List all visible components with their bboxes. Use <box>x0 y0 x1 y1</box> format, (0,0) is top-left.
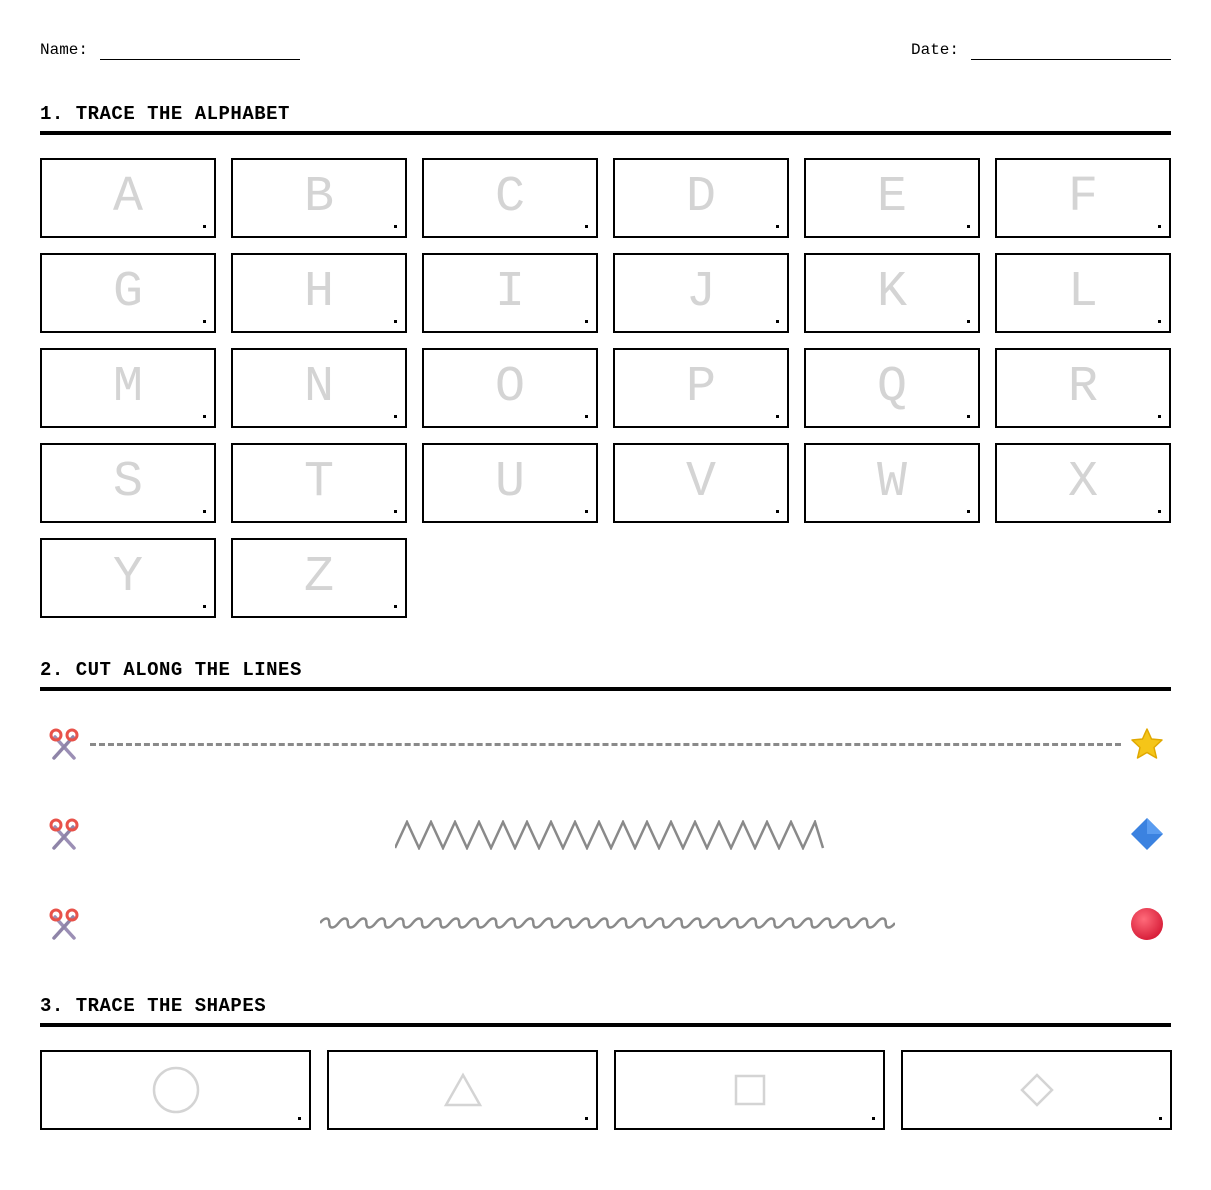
name-label: Name: <box>40 41 89 59</box>
name-field <box>40 40 300 60</box>
trace-box-letter[interactable] <box>613 253 789 333</box>
shapes-grid <box>40 1050 1171 1130</box>
scissors-icon <box>46 726 82 762</box>
trace-letter: I <box>494 264 525 321</box>
trace-box-shape[interactable] <box>901 1050 1172 1130</box>
corner-dot <box>585 320 588 323</box>
corner-dot <box>872 1117 875 1120</box>
circle-icon <box>151 1065 201 1115</box>
trace-letter: K <box>876 264 907 321</box>
trace-box-letter[interactable] <box>231 158 407 238</box>
corner-dot <box>203 225 206 228</box>
corner-dot <box>1158 415 1161 418</box>
corner-dot <box>394 510 397 513</box>
trace-box-letter[interactable] <box>804 253 980 333</box>
corner-dot <box>298 1117 301 1120</box>
trace-letter: L <box>1067 264 1098 321</box>
trace-box-letter[interactable] <box>422 158 598 238</box>
corner-dot <box>203 510 206 513</box>
trace-letter: U <box>494 454 525 511</box>
trace-letter: V <box>685 454 716 511</box>
corner-dot <box>1158 510 1161 513</box>
circle-icon <box>1129 906 1165 942</box>
trace-box-shape[interactable] <box>327 1050 598 1130</box>
square-icon <box>733 1073 767 1107</box>
trace-box-letter[interactable] <box>613 443 789 523</box>
corner-dot <box>967 225 970 228</box>
corner-dot <box>394 605 397 608</box>
name-blank-line[interactable] <box>100 45 300 60</box>
trace-letter: S <box>112 454 143 511</box>
trace-box-letter[interactable] <box>40 158 216 238</box>
corner-dot <box>776 320 779 323</box>
corner-dot <box>1158 320 1161 323</box>
trace-box-letter[interactable] <box>995 158 1171 238</box>
trace-box-letter[interactable] <box>40 253 216 333</box>
trace-letter: F <box>1067 169 1098 226</box>
trace-letter: N <box>303 359 334 416</box>
trace-letter: A <box>112 169 143 226</box>
scissors-icon <box>46 816 82 852</box>
date-label: Date: <box>910 41 959 59</box>
trace-letter: O <box>494 359 525 416</box>
trace-box-letter[interactable] <box>804 158 980 238</box>
corner-dot <box>967 320 970 323</box>
trace-letter: B <box>303 169 334 226</box>
trace-box-letter[interactable] <box>995 348 1171 428</box>
diamond-icon <box>1129 816 1165 852</box>
section-title-shapes: 3. TRACE THE SHAPES <box>40 995 1171 1027</box>
corner-dot <box>1158 225 1161 228</box>
corner-dot <box>203 320 206 323</box>
trace-box-shape[interactable] <box>614 1050 885 1130</box>
trace-box-letter[interactable] <box>804 348 980 428</box>
header-row <box>40 40 1171 60</box>
trace-box-shape[interactable] <box>40 1050 311 1130</box>
trace-letter: Z <box>303 549 334 606</box>
corner-dot <box>203 415 206 418</box>
corner-dot <box>585 415 588 418</box>
corner-dot <box>585 225 588 228</box>
corner-dot <box>394 225 397 228</box>
corner-dot <box>203 605 206 608</box>
dashed-cut-line <box>90 743 1121 746</box>
corner-dot <box>394 415 397 418</box>
trace-box-letter[interactable] <box>995 253 1171 333</box>
trace-box-letter[interactable] <box>613 158 789 238</box>
star-icon <box>1129 726 1165 762</box>
zigzag-cut-line <box>395 820 825 850</box>
trace-box-letter[interactable] <box>995 443 1171 523</box>
scissors-icon <box>46 906 82 942</box>
trace-letter: D <box>685 169 716 226</box>
trace-box-letter[interactable] <box>422 253 598 333</box>
cut-row-wave <box>40 902 1171 946</box>
trace-letter: Y <box>112 549 143 606</box>
trace-box-letter[interactable] <box>231 443 407 523</box>
trace-letter: P <box>685 359 716 416</box>
trace-letter: R <box>1067 359 1098 416</box>
trace-letter: E <box>876 169 907 226</box>
corner-dot <box>776 225 779 228</box>
trace-box-letter[interactable] <box>231 253 407 333</box>
wave-cut-line <box>320 916 895 930</box>
trace-box-letter[interactable] <box>231 538 407 618</box>
corner-dot <box>776 510 779 513</box>
cut-row-dashed <box>40 722 1171 766</box>
corner-dot <box>967 415 970 418</box>
trace-letter: C <box>494 169 525 226</box>
trace-box-letter[interactable] <box>422 348 598 428</box>
trace-letter: G <box>112 264 143 321</box>
date-field <box>911 40 1171 60</box>
trace-box-letter[interactable] <box>613 348 789 428</box>
corner-dot <box>585 1117 588 1120</box>
trace-letter: H <box>303 264 334 321</box>
trace-letter: T <box>303 454 334 511</box>
trace-box-letter[interactable] <box>40 443 216 523</box>
cut-row-zigzag <box>40 812 1171 856</box>
trace-letter: Q <box>876 359 907 416</box>
corner-dot <box>394 320 397 323</box>
date-blank-line[interactable] <box>971 45 1171 60</box>
trace-letter: J <box>685 264 716 321</box>
diamond-icon <box>1019 1072 1055 1108</box>
corner-dot <box>1159 1117 1162 1120</box>
triangle-icon <box>443 1072 483 1108</box>
trace-box-letter[interactable] <box>422 443 598 523</box>
trace-letter: X <box>1067 454 1098 511</box>
trace-box-letter[interactable] <box>804 443 980 523</box>
trace-box-letter[interactable] <box>40 348 216 428</box>
trace-letter: W <box>876 454 907 511</box>
alphabet-grid <box>40 158 1171 618</box>
section-title-cut: 2. CUT ALONG THE LINES <box>40 659 1171 691</box>
corner-dot <box>776 415 779 418</box>
section-title-alphabet: 1. TRACE THE ALPHABET <box>40 103 1171 135</box>
trace-box-letter[interactable] <box>231 348 407 428</box>
corner-dot <box>585 510 588 513</box>
trace-letter: M <box>112 359 143 416</box>
corner-dot <box>967 510 970 513</box>
trace-box-letter[interactable] <box>40 538 216 618</box>
